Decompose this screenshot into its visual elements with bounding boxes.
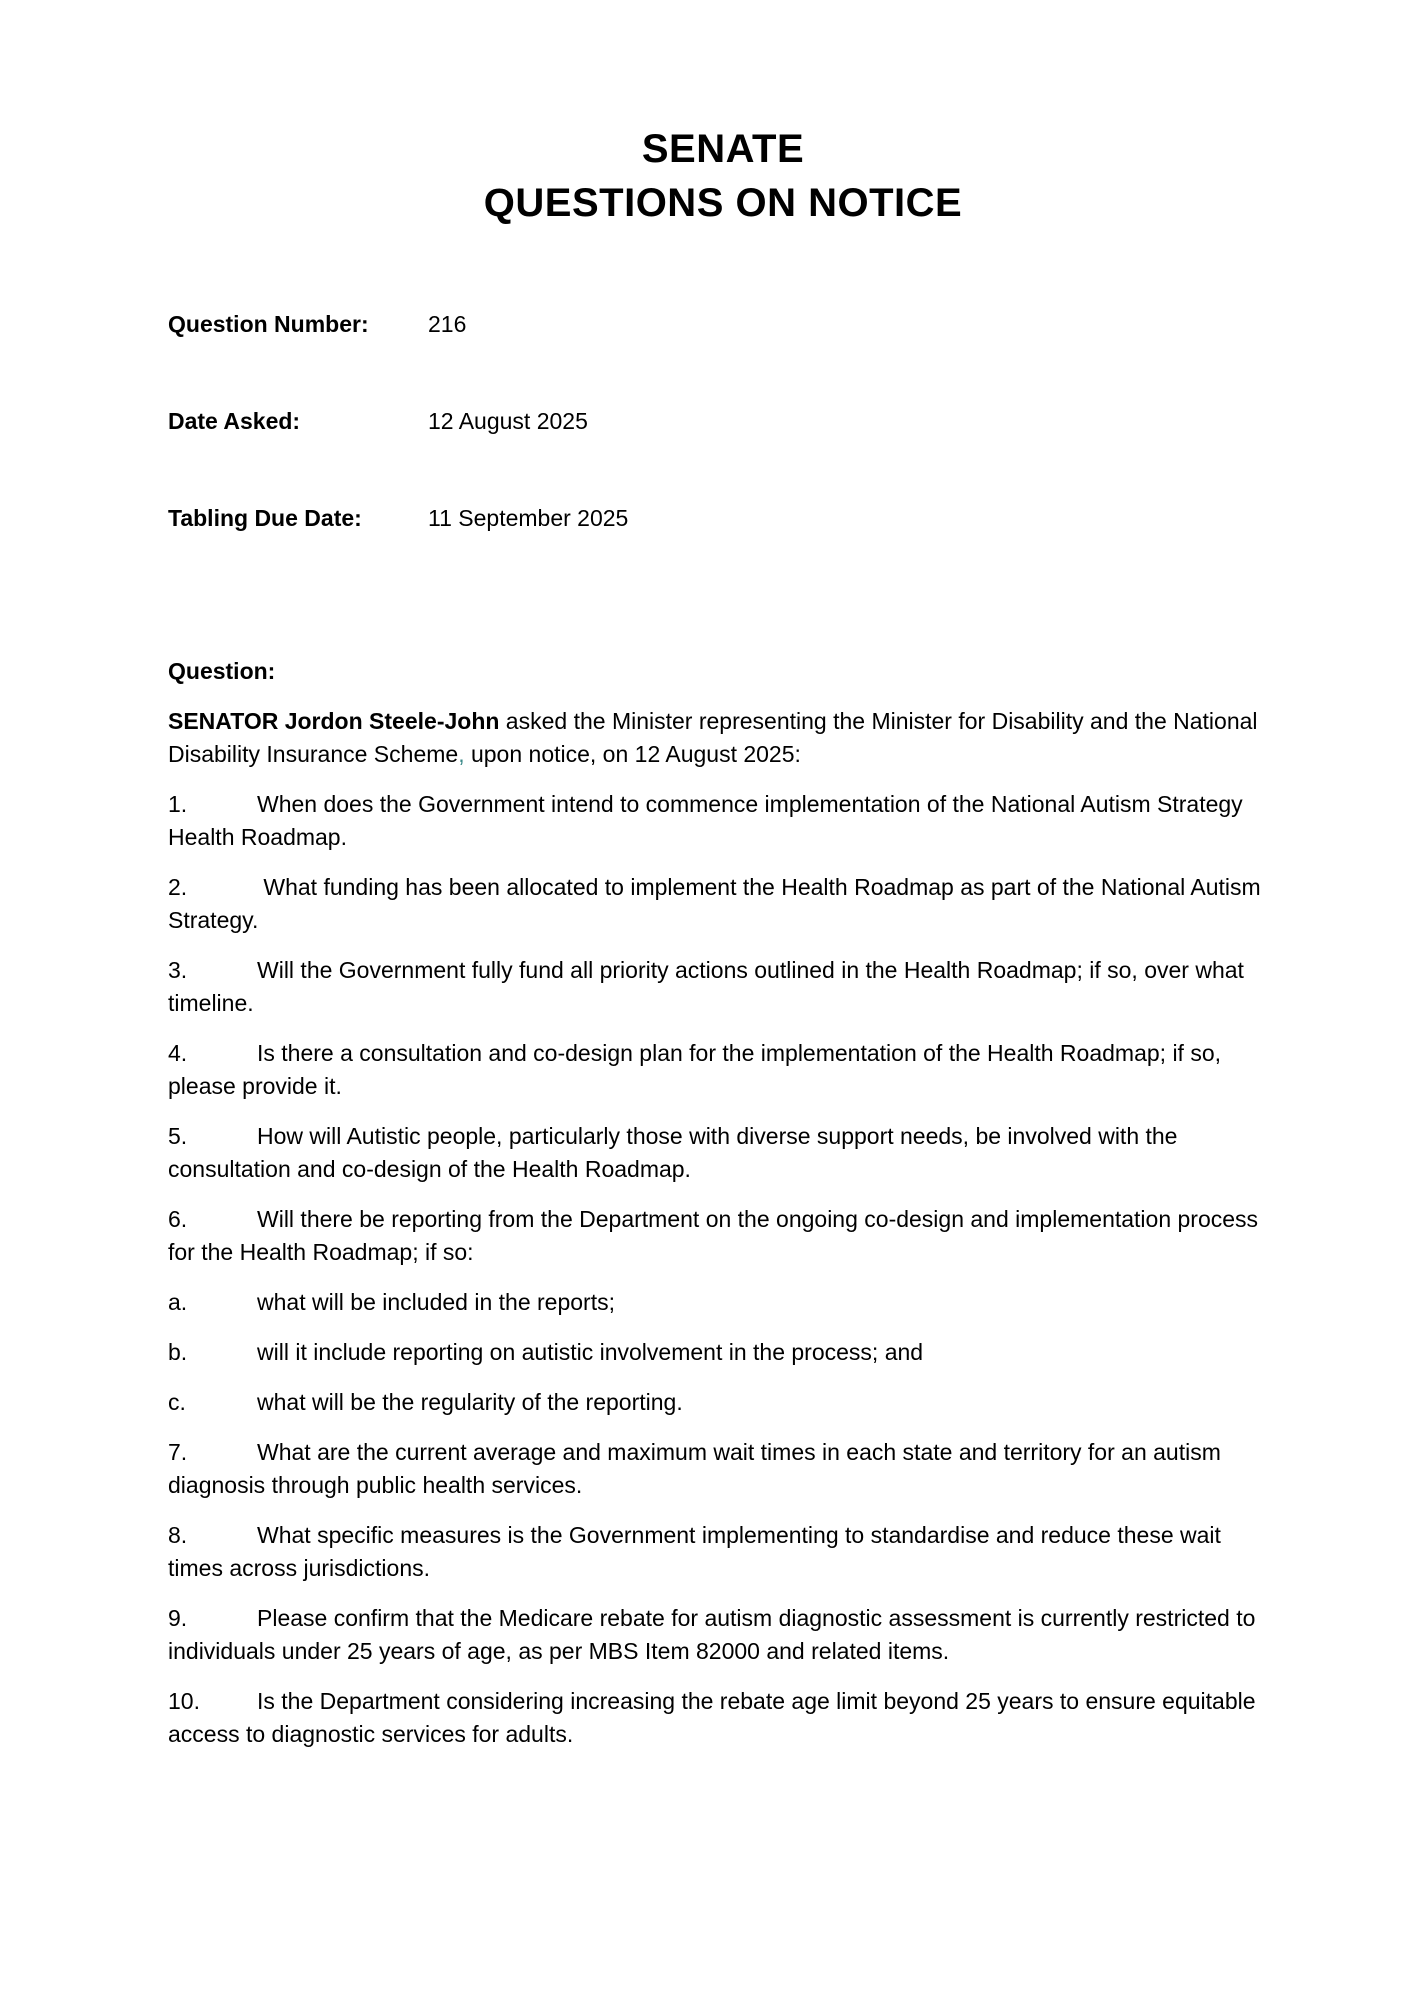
question-section — [168, 655, 1278, 1751]
question-item-6c — [168, 1386, 1278, 1419]
question-item-10 — [168, 1685, 1278, 1751]
item-number: 3. — [168, 957, 188, 983]
item-text: When does the Government intend to commence implementation of the National Autism Strategy Health Roadmap. — [168, 791, 1243, 850]
date-asked-label: Date Asked: — [168, 408, 301, 434]
question-intro — [168, 705, 1278, 771]
question-number-label: Question Number: — [168, 311, 369, 337]
tabling-due-date-value: 11 September 2025 — [428, 505, 629, 531]
item-text: will it include reporting on autistic involvement in the process; and — [257, 1339, 924, 1365]
item-number: 9. — [168, 1605, 188, 1631]
title-line-senate: SENATE — [641, 127, 805, 171]
question-item-8 — [168, 1519, 1278, 1585]
question-item-2 — [168, 871, 1278, 937]
question-item-3 — [168, 954, 1278, 1020]
item-number: c. — [168, 1389, 186, 1415]
item-number: 10. — [168, 1688, 200, 1714]
item-text: How will Autistic people, particularly those with diverse support needs, be involved with the consultation and co-design of the Health Roadmap. — [168, 1123, 1178, 1182]
senator-name: SENATOR Jordon Steele-John — [168, 708, 500, 734]
question-item-4 — [168, 1037, 1278, 1103]
item-number: b. — [168, 1339, 188, 1365]
item-text: what will be the regularity of the reporting. — [257, 1389, 683, 1415]
item-number: 4. — [168, 1040, 188, 1066]
intro-text-1: asked the Minister representing the Minister for Disability and the National Disability Insurance Scheme — [168, 708, 1258, 767]
item-number: 1. — [168, 791, 188, 817]
tabling-due-date-label: Tabling Due Date: — [168, 505, 362, 531]
item-text: Please confirm that the Medicare rebate for autism diagnostic assessment is currently restricted to individuals under 25 years of age, as per MBS Item 82000 and related items. — [168, 1605, 1256, 1664]
question-number-value: 216 — [428, 311, 467, 337]
item-number: 5. — [168, 1123, 188, 1149]
item-text: what will be included in the reports; — [257, 1289, 615, 1315]
item-text: What funding has been allocated to implement the Health Roadmap as part of the National Autism Strategy. — [168, 874, 1261, 933]
metadata-row-date-asked — [168, 405, 1278, 438]
question-item-7 — [168, 1436, 1278, 1502]
question-item-6a — [168, 1286, 1278, 1319]
question-item-5 — [168, 1120, 1278, 1186]
item-text: Is there a consultation and co-design plan for the implementation of the Health Roadmap; if so, please provide it. — [168, 1040, 1222, 1099]
title-line-questions-on-notice: QUESTIONS ON NOTICE — [483, 181, 963, 225]
intro-text-2: upon notice, on 12 August 2025: — [464, 741, 801, 767]
question-item-6b — [168, 1336, 1278, 1369]
document-title — [168, 122, 1278, 230]
item-text: Is the Department considering increasing the rebate age limit beyond 25 years to ensure equitable access to diagnostic services for adults. — [168, 1688, 1256, 1747]
item-number: 2. — [168, 874, 188, 900]
metadata-row-tabling-due-date — [168, 502, 1278, 535]
question-item-6 — [168, 1203, 1278, 1269]
date-asked-value: 12 August 2025 — [428, 408, 588, 434]
item-text: What specific measures is the Government implementing to standardise and reduce these wait times across jurisdictions. — [168, 1522, 1221, 1581]
question-heading: Question: — [168, 658, 276, 684]
item-text: Will there be reporting from the Department on the ongoing co-design and implementation process for the Health Roadmap; if so: — [168, 1206, 1259, 1265]
question-item-1 — [168, 788, 1278, 854]
question-item-9 — [168, 1602, 1278, 1668]
item-number: 6. — [168, 1206, 188, 1232]
item-number: a. — [168, 1289, 188, 1315]
metadata-section — [168, 308, 1278, 535]
teal-comma: , — [458, 741, 465, 767]
item-number: 7. — [168, 1439, 188, 1465]
item-text: Will the Government fully fund all priority actions outlined in the Health Roadmap; if so, over what timeline. — [168, 957, 1244, 1016]
item-number: 8. — [168, 1522, 188, 1548]
metadata-row-question-number — [168, 308, 1278, 341]
item-text: What are the current average and maximum wait times in each state and territory for an autism diagnosis through public health services. — [168, 1439, 1221, 1498]
